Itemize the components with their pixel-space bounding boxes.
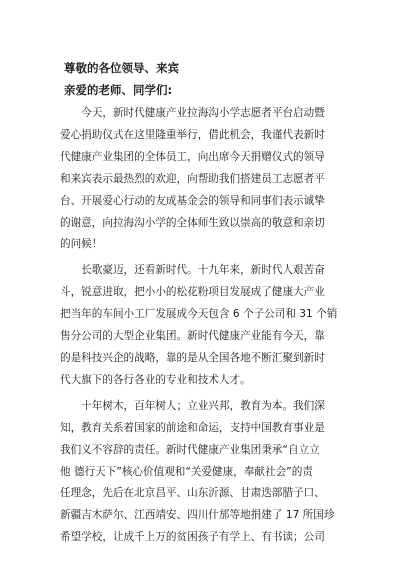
- paragraph-line: 他 德行天下”核心价值观和“关爱健康，奉献社会”的责: [60, 465, 313, 478]
- paragraph-line: 爱心捐助仪式在这里隆重举行，借此机会，我谨代表新时: [60, 128, 325, 141]
- paragraph-line: 希望学校，让成千上万的贫困孩子有学上、有书读；公司: [60, 531, 325, 544]
- paragraph-line: 斗，锐意进取，把小小的松花粉项目发展成了健康大产业: [60, 286, 325, 299]
- speech-body: [60, 103, 348, 549]
- paragraph-line: 新疆吉木萨尔、江西靖安、四川什邡等地捐建了 17 所国珍: [60, 509, 335, 522]
- paragraph-line: 知，教育关系着国家的前途和命运，支持中国教育事业是: [60, 421, 325, 434]
- paragraph-line: 把当年的车间小工厂发展成今天包含 6 个子公司和 31 个销: [60, 308, 338, 321]
- paragraph-line: 售分公司的大型企业集团。新时代健康产业能有今天，靠: [60, 330, 325, 343]
- paragraph-line: 十年树木，百年树人；立业兴邦，教育为本。我们深: [60, 399, 325, 412]
- paragraph-company-history: [60, 260, 348, 391]
- paragraph-line: 和来宾表示最热烈的欢迎，向帮助我们搭建员工志愿者平: [60, 172, 325, 185]
- paragraph-line: 长歌豪迈，还看新时代。十九年来，新时代人艰苦奋: [60, 264, 325, 277]
- salutation-leaders: 尊敬的各位领导、来宾: [64, 61, 179, 75]
- paragraph-line: 的是科技兴企的战略，靠的是从全国各地不断汇聚到新时: [60, 351, 325, 364]
- paragraph-education: [60, 396, 348, 549]
- paragraph-line: 的问候！: [60, 238, 103, 251]
- paragraph-line: 今天，新时代健康产业拉海沟小学志愿者平台启动暨: [60, 107, 325, 119]
- paragraph-line: 代健康产业集团的全体员工，向出席今天捐赠仪式的领导: [60, 150, 325, 163]
- paragraph-line: 代大旗下的各行各业的专业和技术人才。: [60, 373, 251, 386]
- paragraph-line: 台、开展爱心行动的友成基金会的领导和同事们表示诚挚: [60, 194, 325, 207]
- paragraph-line: 的谢意，向拉海沟小学的全体师生致以崇高的敬意和亲切: [60, 216, 325, 229]
- paragraph-line: 任理念，先后在北京昌平、山东沂源、甘肃迭部腊子口、: [60, 487, 325, 500]
- salutation-teachers-students: 亲爱的老师、同学们:: [64, 83, 173, 97]
- paragraph-opening: [60, 103, 348, 256]
- paragraph-line: 我们义不容辞的责任。新时代健康产业集团秉承“自立立: [60, 443, 320, 456]
